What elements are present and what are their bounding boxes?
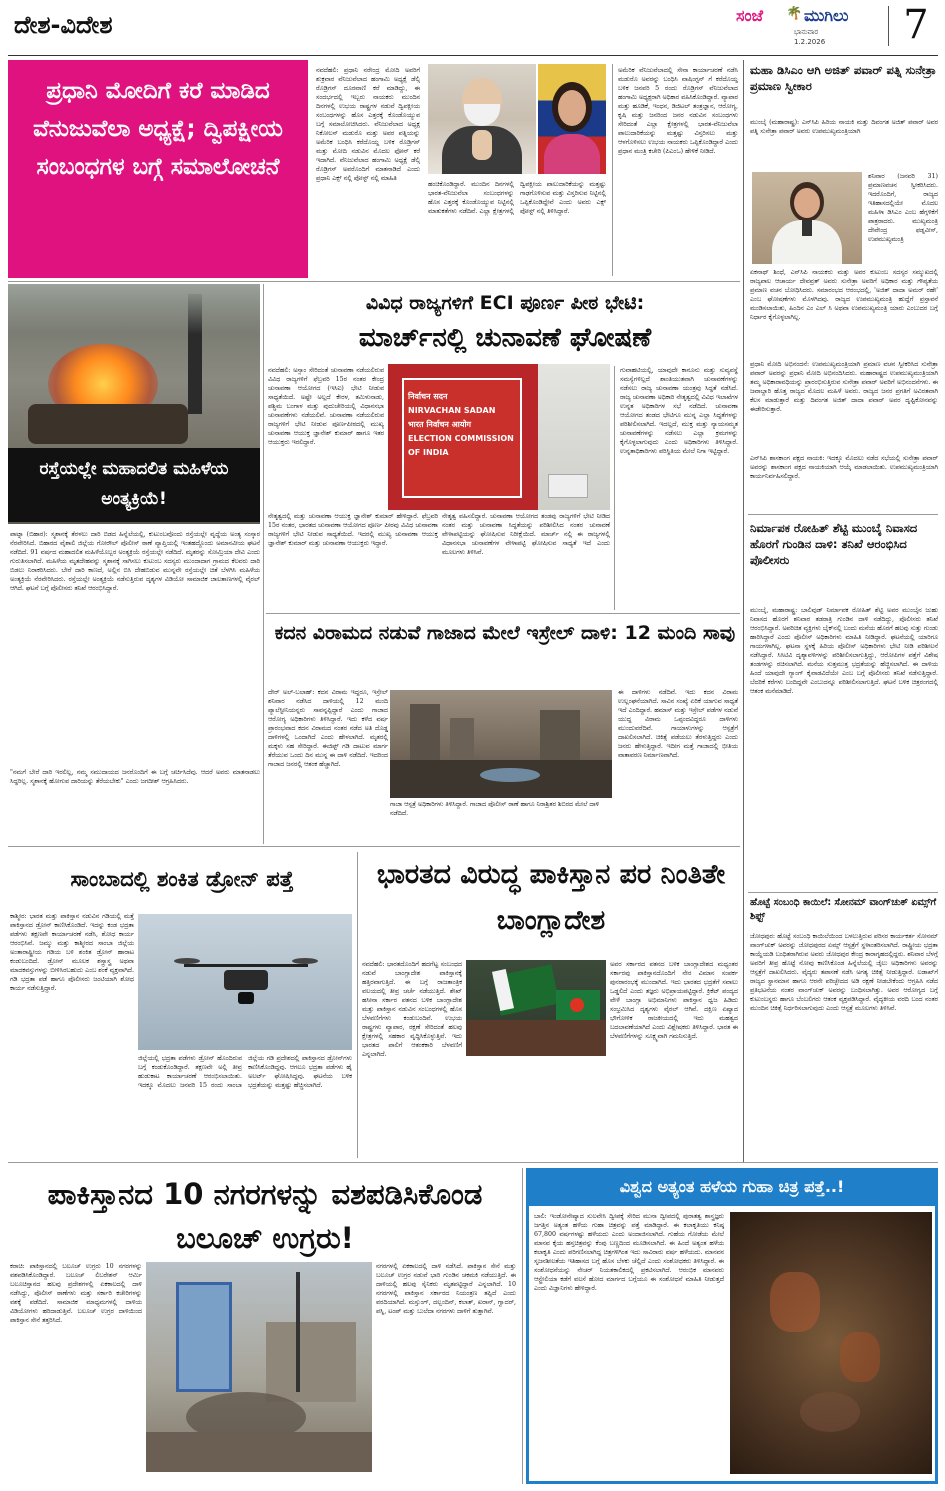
brand-left: ಸಂಜೆ — [736, 6, 763, 25]
header-rule — [8, 55, 938, 56]
sunetra-photo — [752, 172, 862, 264]
bangla-fans-photo — [466, 960, 606, 1056]
row3-rule — [8, 846, 740, 847]
modi-headline: ಪ್ರಧಾನಿ ಮೋದಿಗೆ ಕರೆ ಮಾಡಿದ ವೆನುಜುವೆಲಾ ಅಧ್ಯಕ್ಷೆ; ದ್ವಿಪಕ್ಷೀಯ ಸಂಬಂಧಗಳ ಬಗ್ಗೆ ಸಮಾಲೋಚನೆ — [33, 78, 283, 180]
baloch-rule — [522, 1168, 523, 1484]
eci-bottom-rule — [266, 613, 740, 614]
eci-rule — [614, 366, 615, 610]
drone-col2: ಜಿಲ್ಲೆಯಲ್ಲಿ ಭದ್ರತಾ ಪಡೆಗಳು ಡ್ರೋನ್ ಹೊಂದಿರುವ ಬಗ್ಗೆ ಕಂಡುಕೊಂಡಿದ್ದಾರೆ. ತಕ್ಷಣವೇ ಅಲ್ಲಿ ತೀವ್ರ ಹುಡುಕಾಟ ಕಾರ್ಯಾಚರಣೆ ಆರಂಭಿಸಲಾಯಿತು. ಇದಕ್ಕೂ ಮೊದಲು ಜನವರಿ 15 ರಂದು ಸಾಂಬಾ ಜಿಲ್ಲೆಯ ಗಡಿ ಪ್ರದೇಶದಲ್ಲಿ ಪಾಕಿಸ್ತಾನದ ಡ್ರೋನ್‌ಗಳು ಕಾಣಿಸಿಕೊಂಡಿದ್ದವು. ಆಗಲೂ ಭದ್ರತಾ ಪಡೆಗಳು ಹೈ ಅಲರ್ಟ್ ಘೋಷಿಸಿದ್ದವು. ಘಟನೆಯ ಬಳಿಕ ಭದ್ರತೆಯನ್ನು ಮತ್ತಷ್ಟು ಹೆಚ್ಚಿಸಲಾಗಿದೆ. — [138, 1055, 352, 1089]
page-header — [0, 0, 945, 56]
issue-date: 1.2.2026 — [794, 38, 826, 46]
modi-headline-box — [8, 60, 308, 278]
eci-col1: ನವದೆಹಲಿ: ಅಸ್ಸಾಂ ಸೇರಿದಂತೆ ಚುನಾವಣಾ ನಡೆಯಲಿರುವ ವಿವಿಧ ರಾಜ್ಯಗಳಿಗೆ ಫೆಬ್ರವರಿ 15ರ ನಂತರ ಕೇಂದ್ರ ಚುನಾವಣಾ ಆಯೋಗದ (ಇಸಿಐ) ಭೇಟಿ ನೀಡುವ ಸಾಧ್ಯತೆಯಿದೆ. ಅಷ್ಟೇ ಅಲ್ಲದೆ ಕೇರಳ, ತಮಿಳುನಾಡು, ಪಶ್ಚಿಮ ಬಂಗಾಳ ಮತ್ತು ಪುದುಚೇರಿಯಲ್ಲಿ ವಿಧಾನಸಭಾ ಚುನಾವಣೆಗಳು ನಡೆಯಲಿವೆ. ಚುನಾವಣಾ ನಡೆಯಲಿರುವ ರಾಜ್ಯಗಳಿಗೆ ಭೇಟಿ ನೀಡುವ ಪೂರ್ಣಪೀಠದಲ್ಲಿ ಮುಖ್ಯ ಚುನಾವಣಾ ಆಯುಕ್ತ ಜ್ಞಾನೇಶ್ ಕುಮಾರ್ ಹಾಗೂ ಇತರ ಆಯುಕ್ತರು ಇರಲಿದ್ದಾರೆ. — [268, 367, 384, 446]
gaza-col1: ದೇರ್ ಅಲ್-ಬಲಾಹ್: ಕದನ ವಿರಾಮ ಇದ್ದರೂ, ಇಸ್ರೇಲ್ ಶನಿವಾರ ನಡೆಸಿದ ದಾಳಿಯಲ್ಲಿ 12 ಮಂದಿ ಪ್ಯಾಲೆಸ್ಟೀನಿಯನ್ನರು ಸಾವನ್ನಪ್ಪಿದ್ದಾರೆ ಎಂದು ಗಾಜಾದ ಆರೋಗ್ಯ ಅಧಿಕಾರಿಗಳು ತಿಳಿಸಿದ್ದಾರೆ. ಇದು ಕಳೆದ ವರ್ಷ ಪ್ರಾರಂಭವಾದ ಕದನ ವಿರಾಮದ ನಂತರ ನಡೆದ ಅತಿ ದೊಡ್ಡ ದಾಳಿಗಳಲ್ಲಿ ಒಂದಾಗಿದೆ ಎಂದು ಹೇಳಲಾಗಿದೆ. ಮೃತರಲ್ಲಿ ಮಕ್ಕಳು ಸಹ ಸೇರಿದ್ದಾರೆ. ಈಜಿಪ್ಟ್ ಗಡಿ ದಾಟುವ ಮಾರ್ಗ ತೆರೆಯುವ ಒಂದು ದಿನ ಮುನ್ನ ಈ ದಾಳಿ ನಡೆದಿದೆ. ಇದರಿಂದ ಗಾಜಾದ ಜನರಲ್ಲಿ ಆತಂಕ ಹೆಚ್ಚಾಗಿದೆ. — [268, 689, 388, 768]
gaza-rubble-photo — [390, 690, 612, 798]
modi-col1: ನವದೆಹಲಿ: ಪ್ರಧಾನಿ ನರೇಂದ್ರ ಮೋದಿ ಅವರಿಗೆ ಶುಕ್ರವಾರ ವೆನಿಜುವೆಲಾದ ಹಂಗಾಮಿ ಅಧ್ಯಕ್ಷೆ ಡೆಲ್ಸಿ ರೊಡ್ರಿಗಸ್ ದೂರವಾಣಿ ಕರೆ ಮಾಡಿದ್ದು, ಈ ಸಂದರ್ಭದಲ್ಲಿ ಇಬ್ಬರು ನಾಯಕರು ಮುಂದಿನ ದಿನಗಳಲ್ಲಿ ಉಭಯ ರಾಷ್ಟ್ರಗಳ ನಡುವೆ ದ್ವಿಪಕ್ಷೀಯ ಸಂಬಂಧಗಳನ್ನು ಹೊಸ ಎತ್ತರಕ್ಕೆ ಕೊಂಡೊಯ್ಯುವ ಬಗ್ಗೆ ಸಮಾಲೋಚಿಸಿದರು. ವೆನಿಜುವೆಲಾದ ಅಧ್ಯಕ್ಷ ನಿಕೋಲಸ್ ಮಡುರೊ ಮತ್ತು ಅವರ ಪತ್ನಿಯನ್ನು ಅಮೆರಿಕ ಬಂಧಿಸಿ ಕರೆದೊಯ್ದ ಬಳಿಕ ರೊಡ್ರಿಗಸ್ ಮತ್ತು ಮೋದಿ ನಡುವಿನ ಮೊದಲ ಫೋನ್ ಕರೆ ಇದಾಗಿದೆ. ವೆನಿಜುವೆಲಾದ ಹಂಗಾಮಿ ಅಧ್ಯಕ್ಷೆ ಡೆಲ್ಸಿ ರೊಡ್ರಿಗಸ್ ಅವರೊಂದಿಗೆ ಮಾತನಾಡಿದೆ ಎಂದು ಪ್ರಧಾನಿ ಎಕ್ಸ್ ನಲ್ಲಿ ಪೋಸ್ಟ್ ನಲ್ಲಿ ಮಾಹಿತಿ — [316, 67, 420, 182]
issue-day: ಭಾನುವಾರ — [794, 28, 819, 36]
brand-right: ಮುಗಿಲು — [804, 6, 849, 25]
cave-headline-box — [526, 1168, 938, 1206]
palm-icon: 🌴 — [786, 6, 803, 21]
drone-col1: ಕಾಶ್ಮೀರ: ಭಾರತ ಮತ್ತು ಪಾಕಿಸ್ತಾನ ನಡುವಿನ ಗಡಿಯಲ್ಲಿ ಮತ್ತೆ ಪಾಕಿಸ್ತಾನದ ಡ್ರೋನ್ ಕಾಣಿಸಿಕೊಂಡಿದೆ. ಇದನ್ನು ಕಂಡ ಭದ್ರತಾ ಪಡೆಗಳು ತಕ್ಷಣವೇ ಕಾರ್ಯಾಚರಣೆ ನಡೆಸಿ, ಶೋಧ ಕಾರ್ಯ ಆರಂಭಿಸಿವೆ. ಜಮ್ಮು ಮತ್ತು ಕಾಶ್ಮೀರದ ಸಾಂಬಾ ಜಿಲ್ಲೆಯ ಅಂತಾರಾಷ್ಟ್ರೀಯ ಗಡಿಯ ಬಳಿ ಶಂಕಿತ ಡ್ರೋನ್ ಹಾರಾಟ ಕಂಡುಬಂದಿದೆ. ಡ್ರೋನ್ ಮೂಲಕ ಶಸ್ತ್ರಾಸ್ತ್ರ ಅಥವಾ ಮಾದಕವಸ್ತುಗಳನ್ನು ಬೀಳಿಸಿರಬಹುದು ಎಂಬ ಶಂಕೆ ವ್ಯಕ್ತವಾಗಿದೆ. ಗಡಿ ಭದ್ರತಾ ಪಡೆ ಹಾಗೂ ಪೊಲೀಸರು ಜಂಟಿಯಾಗಿ ಶೋಧ ಕಾರ್ಯ ನಡೆಸುತ್ತಿದ್ದಾರೆ. — [10, 913, 134, 992]
ajit-headline: ಮಹಾ ಡಿಸಿಎಂ ಆಗಿ ಅಜಿತ್ ಪವಾರ್ ಪತ್ನಿ ಸುನೇತ್ರಾ ಪ್ರಮಾಣ ಸ್ವೀಕಾರ — [750, 63, 937, 93]
bangla-col2: ಅವರ ಸರ್ಕಾರದ ಪತನದ ಬಳಿಕ ಬಾಂಗ್ಲಾದೇಶದ ಮಧ್ಯಂತರ ಸರ್ಕಾರವು ಪಾಕಿಸ್ತಾನದೊಂದಿಗೆ ನೇರ ವಿಮಾನ ಸಂಪರ್ಕ ಪುನರಾರಂಭಕ್ಕೆ ಮುಂದಾಗಿದೆ. ಇದು ಭಾರತದ ಭದ್ರತೆಗೆ ಸವಾಲು ಒಡ್ಡಲಿದೆ ಎಂದು ತಜ್ಞರು ಅಭಿಪ್ರಾಯಪಟ್ಟಿದ್ದಾರೆ. ಕ್ರಿಕೆಟ್ ಪಂದ್ಯದ ವೇಳೆ ಬಾಂಗ್ಲಾ ಅಭಿಮಾನಿಗಳು ಪಾಕಿಸ್ತಾನ ಧ್ವಜ ಹಿಡಿದು ಸಂಭ್ರಮಿಸಿದ ದೃಶ್ಯಗಳು ವೈರಲ್ ಆಗಿವೆ. ದಕ್ಷಿಣ ಏಷ್ಯಾದ ಭೌಗೋಳಿಕ ರಾಜಕೀಯದಲ್ಲಿ ಇದು ಮಹತ್ವದ ಬದಲಾವಣೆಯಾಗಿದೆ ಎಂದು ವಿಶ್ಲೇಷಕರು ತಿಳಿಸಿದ್ದಾರೆ. ಭಾರತ ಈ ಬೆಳವಣಿಗೆಗಳನ್ನು ಸೂಕ್ಷ್ಮವಾಗಿ ಗಮನಿಸುತ್ತಿದೆ. — [610, 961, 738, 1040]
baloch-attack-photo — [146, 1262, 372, 1472]
wangchuk-headline: ಹೊಟ್ಟೆ ಸಂಬಂಧಿ ಕಾಯಿಲೆ: ಸೋನಮ್ ವಾಂಗ್‌ಚುಕ್ ಏಮ್ಸ್‌ಗೆ ಶಿಫ್ಟ್ — [750, 897, 937, 922]
divider — [888, 6, 889, 46]
ajit-rule — [748, 514, 938, 515]
row4-rule — [8, 1162, 938, 1163]
wangchuk-body: ಜೋಧಪುರ: ಹೊಟ್ಟೆ ಸಂಬಂಧಿ ಕಾಯಿಲೆಯಿಂದ ಬಳಲುತ್ತಿರುವ ಪರಿಸರ ಕಾರ್ಯಕರ್ತ ಸೋನಮ್ ವಾಂಗ್‌ಚುಕ್ ಅವರನ್ನು ಜೋಧಪುರದ ಏಮ್ಸ್ ಆಸ್ಪತ್ರೆಗೆ ಸ್ಥಳಾಂತರಿಸಲಾಗಿದೆ. ರಾಷ್ಟ್ರೀಯ ಭದ್ರತಾ ಕಾಯ್ದೆಯಡಿ ಬಂಧಿತರಾಗಿರುವ ಅವರು ಜೋಧಪುರ ಕೇಂದ್ರ ಕಾರಾಗೃಹದಲ್ಲಿದ್ದರು. ಶನಿವಾರ ಬೆಳಗ್ಗೆ ಅವರಿಗೆ ತೀವ್ರ ಹೊಟ್ಟೆ ನೋವು ಕಾಣಿಸಿಕೊಂಡ ಹಿನ್ನೆಲೆಯಲ್ಲಿ ಜೈಲು ಅಧಿಕಾರಿಗಳು ಅವರನ್ನು ಆಸ್ಪತ್ರೆಗೆ ದಾಖಲಿಸಿದರು. ವೈದ್ಯರು ತಪಾಸಣೆ ನಡೆಸಿ ಅಗತ್ಯ ಚಿಕಿತ್ಸೆ ನೀಡುತ್ತಿದ್ದಾರೆ. ಲಡಾಖ್‌ಗೆ ರಾಜ್ಯದ ಸ್ಥಾನಮಾನ ಹಾಗೂ ಆರನೇ ಪರಿಚ್ಛೇದದ ಅಡಿ ರಕ್ಷಣೆ ನೀಡಬೇಕೆಂದು ಆಗ್ರಹಿಸಿ ನಡೆದ ಪ್ರತಿಭಟನೆಯ ನಂತರ ವಾಂಗ್‌ಚುಕ್ ಅವರನ್ನು ಬಂಧಿಸಲಾಗಿತ್ತು. ಅವರ ಆರೋಗ್ಯದ ಬಗ್ಗೆ ಕುಟುಂಬಸ್ಥರು ಹಾಗೂ ಬೆಂಬಲಿಗರು ಆತಂಕ ವ್ಯಕ್ತಪಡಿಸಿದ್ದಾರೆ. ವೈದ್ಯಕೀಯ ವರದಿ ಬಂದ ನಂತರ ಮುಂದಿನ ಚಿಕಿತ್ಸೆ ನಿರ್ಧರಿಸಲಾಗುವುದು ಎಂದು ಆಸ್ಪತ್ರೆ ಮೂಲಗಳು ತಿಳಿಸಿವೆ. — [750, 933, 938, 1012]
drone-headline: ಸಾಂಬಾದಲ್ಲಿ ಶಂಕಿತ ಡ್ರೋನ್ ಪತ್ತೆ — [70, 867, 294, 891]
dalit-body: ಪಾಟ್ನಾ (ಬಿಹಾರ): ಸ್ಮಶಾನಕ್ಕೆ ತೆರಳಲು ದಾರಿ ಬಿಡದ ಹಿನ್ನೆಲೆಯಲ್ಲಿ, ಕುಟುಂಬವೊಂದು ರಸ್ತೆಯಲ್ಲೇ ವೃದ್ಧೆಯ ಅಂತ್ಯ ಸಂಸ್ಕಾರ ನೆರವೇರಿಸಿದೆ. ಬಿಹಾರದ ವೈಶಾಲಿ ಜಿಲ್ಲೆಯ ಗೋರೌಲ್ ಪೊಲೀಸ್ ಠಾಣೆ ವ್ಯಾಪ್ತಿಯಲ್ಲಿ ಇಂತಹದ್ದೊಂದು ಅಮಾನವೀಯ ಘಟನೆ ನಡೆದಿದೆ. 91 ವರ್ಷದ ಮಹಾದಲಿತ ಮಹಿಳೆಯೊಬ್ಬರ ಅಂತ್ಯಕ್ರಿಯೆ ರಸ್ತೆಯಲ್ಲೇ ನಡೆದಿದೆ. ಮೃತರನ್ನು ಸೋಮ್ರಿಯಾ ದೇವಿ ಎಂದು ಗುರುತಿಸಲಾಗಿದೆ. ಮಹಿಳೆಯ ಮೃತದೇಹವನ್ನು ಸ್ಮಶಾನಕ್ಕೆ ಸಾಗಿಸಲು ಕುಟುಂಬ ಸದಸ್ಯರು ಮುಂದಾದಾಗ ಗ್ರಾಮದ ಕೆಲವರು ದಾರಿ ಬಿಡಲು ನಿರಾಕರಿಸಿದರು. ಬೇರೆ ದಾರಿ ಕಾಣದೆ, ಅಲ್ಲಿನ ಬಿಸಿ ದೇಹಬಿಡುವ ಮುನ್ನವೇ ರಸ್ತೆಯಲ್ಲೇ ಚಿತೆ ಬೆಳಗಿಸಿ ಮಹಿಳೆಯ ಅಂತ್ಯಕ್ರಿಯೆ ನೆರವೇರಿಸಿದರು. ರಸ್ತೆಯಲ್ಲೇ ಅಂತ್ಯಕ್ರಿಯೆ ನಡೆಸುತ್ತಿರುವ ದೃಶ್ಯಗಳ ವಿಡಿಯೋ ಸಾಮಾಜಿಕ ಜಾಲತಾಣಗಳಲ್ಲಿ ವೈರಲ್ ಆಗಿದೆ. ಘಟನೆ ಬಗ್ಗೆ ಪೊಲೀಸರು ತನಿಖೆ ಆರಂಭಿಸಿದ್ದಾರೆ. — [10, 531, 260, 592]
dalit-quote: "ನಮಗೆ ಬೇರೆ ದಾರಿ ಇರಲಿಲ್ಲ, ನಮ್ಮ ಸಮುದಾಯದ ಜನರೊಂದಿಗೆ ಈ ಬಗ್ಗೆ ಚರ್ಚಿಸಿದೆವು. ಆದರೆ ಅವರು ಮಾತನಾಡಲು ಸಿದ್ಧರಿಲ್ಲ. ಸ್ಮಶಾನಕ್ಕೆ ಹೋಗುವ ದಾರಿಯನ್ನು ತೆರೆಯಬೇಕು" ಎಂದು ಜಗದೀಶ್ ಆಗ್ರಹಿಸಿದರು. — [10, 769, 260, 785]
ajit-intro: ಮುಂಬೈ (ಮಹಾರಾಷ್ಟ್ರ): ಎನ್‌ಸಿಪಿ ಹಿರಿಯ ನಾಯಕಿ ಮತ್ತು ದಿವಂಗತ ಅಜಿತ್ ಪವಾರ್ ಅವರ ಪತ್ನಿ ಸುನೇತ್ರಾ ಪವಾರ್ ಅವರು ಉಪಮುಖ್ಯಮಂತ್ರಿಯಾಗಿ — [750, 119, 938, 135]
cave-painting-photo — [730, 1212, 932, 1474]
drone-rule — [357, 852, 358, 1158]
section-title: ದೇಶ-ವಿದೇಶ — [14, 11, 113, 39]
modi-rule — [612, 64, 613, 276]
cave-body: ಬಾಲಿ: ಇಂಡೋನೇಷ್ಯಾದ ಸುಲವೇಸಿ ದ್ವೀಪಕ್ಕೆ ಸೇರಿದ ಮುನಾ ದ್ವೀಪದಲ್ಲಿ ಪುರಾತತ್ವ ಶಾಸ್ತ್ರಜ್ಞರು ಜಗತ್ತಿನ ಅತ್ಯಂತ ಹಳೆಯ ಗುಹಾ ಚಿತ್ರವನ್ನು ಪತ್ತೆ ಮಾಡಿದ್ದಾರೆ. ಈ ಕಲಾಕೃತಿಯು ಕನಿಷ್ಠ 67,800 ವರ್ಷಗಳಷ್ಟು ಹಳೆಯದು ಎಂದು ಅಂದಾಜಿಸಲಾಗಿದೆ. ಗುಹೆಯ ಗೋಡೆಯ ಮೇಲೆ ಮಾನವ ಕೈಯ ಹಸ್ತಚಿತ್ರವನ್ನು ಕೆಂಪು ಬಣ್ಣದಿಂದ ಮೂಡಿಸಲಾಗಿದೆ. ಈ ಹಿಂದೆ ಅತ್ಯಂತ ಹಳೆಯ ಕಲಾಕೃತಿ ಎಂದು ಪರಿಗಣಿಸಲಾಗಿದ್ದ ಚಿತ್ರಗಳಿಗಿಂತ ಇದು ಸಾವಿರಾರು ವರ್ಷ ಹಳೆಯದು. ಮಾನವನ ಸೃಜನಶೀಲತೆಯ ಇತಿಹಾಸದ ಬಗ್ಗೆ ಹೊಸ ಬೆಳಕು ಚೆಲ್ಲಿದೆ ಎಂದು ಸಂಶೋಧಕರು ತಿಳಿಸಿದ್ದಾರೆ. ಈ ಸಂಶೋಧನೆಯನ್ನು ನೇಚರ್ ನಿಯತಕಾಲಿಕದಲ್ಲಿ ಪ್ರಕಟಿಸಲಾಗಿದೆ. ಆರಂಭಿಕ ಮಾನವರು ಆಸ್ಟ್ರೇಲಿಯಾ ಕಡೆಗೆ ವಲಸೆ ಹೋದ ಮಾರ್ಗದ ಬಗ್ಗೆಯೂ ಈ ಸಂಶೋಧನೆ ಮಾಹಿತಿ ನೀಡುತ್ತದೆ ಎಂದು ವಿಜ್ಞಾನಿಗಳು ಹೇಳಿದ್ದಾರೆ. — [534, 1213, 724, 1292]
ajit-body3: ಎನ್‌ಸಿಪಿ ಶಾಸಕಾಂಗ ಪಕ್ಷದ ನಾಯಕಿ: ಇದಕ್ಕೂ ಮೊದಲು ನಡೆದ ಸಭೆಯಲ್ಲಿ ಸುನೇತ್ರಾ ಪವಾರ್ ಅವರನ್ನು ಶಾಸಕಾಂಗ ಪಕ್ಷದ ನಾಯಕಿಯಾಗಿ ಆಯ್ಕೆ ಮಾಡಲಾಯಿತು. ಉಪಮುಖ್ಯಮಂತ್ರಿಯಾಗಿ ಕಾರ್ಯನಿರ್ವಹಿಸಲಿದ್ದಾರೆ. — [750, 455, 938, 480]
gaza-col2: ಈ ದಾಳಿಗಳು ನಡೆದಿವೆ. ಇದು ಕದನ ವಿರಾಮ ಉಲ್ಲಂಘನೆಯಾಗಿದೆ. ಸಾವಿನ ಸಂಖ್ಯೆ ಏರಿಕೆ ಯಾಗುವ ಸಾಧ್ಯತೆ ಇದೆ ಎಂದಿದ್ದಾರೆ. ಹಮಾಸ್ ಮತ್ತು ಇಸ್ರೇಲ್ ಪಡೆಗಳ ನಡುವೆ ಯುದ್ಧ ವಿರಾಮ ಒಪ್ಪಂದವಿದ್ದರೂ ದಾಳಿಗಳು ಮುಂದುವರೆದಿವೆ. ಗಾಯಾಳುಗಳನ್ನು ಆಸ್ಪತ್ರೆಗೆ ದಾಖಲಿಸಲಾಗಿದೆ. ಚಿಕಿತ್ಸೆ ಪಡೆಯಲು ತೆರಳುತ್ತಿದ್ದರು ಎಂದು ಜನರು ಹೇಳುತ್ತಿದ್ದಾರೆ. ಇದೀಗ ಮತ್ತೆ ಗಾಜಾದಲ್ಲಿ ಭೀತಿಯ ವಾತಾವರಣ ನಿರ್ಮಾಣವಾಗಿದೆ. — [618, 689, 738, 759]
nirvachan-sadan-photo: निर्वाचन सदन NIRVACHAN SADAN भारत निर्वाचन आयोग ELECTION COMMISSION OF INDIA — [388, 364, 610, 510]
drone-photo — [138, 914, 352, 1050]
rohit-rule — [748, 892, 938, 893]
rohit-body: ಮುಂಬೈ, ಮಹಾರಾಷ್ಟ್ರ: ಬಾಲಿವುಡ್ ನಿರ್ಮಾಪಕ ರೋಹಿತ್ ಶೆಟ್ಟಿ ಅವರ ಮುಂಬೈನ ಜುಹು ನಿವಾಸದ ಹೊರಗೆ ಶನಿವಾರ ತಡರಾತ್ರಿ ಗುಂಡಿನ ದಾಳಿ ನಡೆದಿದ್ದು, ಪೊಲೀಸರು ತನಿಖೆ ಆರಂಭಿಸಿದ್ದಾರೆ. ಅಪರಿಚಿತ ವ್ಯಕ್ತಿಗಳು ಬೈಕ್‌ನಲ್ಲಿ ಬಂದು ಮನೆಯ ಹೊರಗೆ ಹಲವು ಸುತ್ತು ಗುಂಡು ಹಾರಿಸಿದ್ದಾರೆ ಎಂದು ಪೊಲೀಸ್ ಅಧಿಕಾರಿಗಳು ಮಾಹಿತಿ ನೀಡಿದ್ದಾರೆ. ಘಟನೆಯಲ್ಲಿ ಯಾರಿಗೂ ಗಾಯಗಳಾಗಿಲ್ಲ. ಘಟನಾ ಸ್ಥಳಕ್ಕೆ ಹಿರಿಯ ಪೊಲೀಸ್ ಅಧಿಕಾರಿಗಳು ಭೇಟಿ ನೀಡಿ ಪರಿಶೀಲನೆ ನಡೆಸಿದ್ದಾರೆ. ಸಿಸಿಟಿವಿ ದೃಶ್ಯಾವಳಿಗಳನ್ನು ಪರಿಶೀಲಿಸಲಾಗುತ್ತಿದ್ದು, ಆರೋಪಿಗಳ ಪತ್ತೆಗೆ ವಿಶೇಷ ತಂಡಗಳನ್ನು ರಚಿಸಲಾಗಿದೆ. ಮನೆಯ ಸುತ್ತಮುತ್ತ ಭದ್ರತೆಯನ್ನು ಹೆಚ್ಚಿಸಲಾಗಿದೆ. ಈ ದಾಳಿಯ ಹಿಂದೆ ಯಾವುದೇ ಗ್ಯಾಂಗ್ ಕೈವಾಡವಿದೆಯೇ ಎಂಬ ಬಗ್ಗೆ ಪೊಲೀಸರು ತನಿಖೆ ನಡೆಸುತ್ತಿದ್ದಾರೆ. ಬೆದರಿಕೆ ಕರೆಗಳು ಬಂದಿದ್ದವೇ ಎಂಬುದನ್ನೂ ಪರಿಶೀಲಿಸಲಾಗುತ್ತಿದೆ. ಘಟನೆ ಬಳಿಕ ಚಿತ್ರರಂಗದಲ್ಲಿ ಆತಂಕ ಮನೆಮಾಡಿದೆ. — [750, 607, 938, 695]
dalit-headline-box — [8, 448, 260, 522]
eci-headline-1: ವಿವಿಧ ರಾಜ್ಯಗಳಿಗೆ ECI ಪೂರ್ಣ ಪೀಠ ಭೇಟಿ: — [365, 292, 645, 314]
cave-headline: ವಿಶ್ವದ ಅತ್ಯಂತ ಹಳೆಯ ಗುಹಾ ಚಿತ್ರ ಪತ್ತೆ..! — [619, 1177, 845, 1196]
dalit-rule — [263, 284, 264, 844]
eci-headline-2: ಮಾರ್ಚ್‌ನಲ್ಲಿ ಚುನಾವಣೆ ಘೋಷಣೆ — [358, 323, 652, 353]
modi-col2: ಹಂಚಿಕೊಂಡಿದ್ದಾರೆ. ಮುಂದಿನ ದಿನಗಳಲ್ಲಿ ಭಾರತ-ವೆನಿಜುವೆಲಾ ಸಂಬಂಧಗಳನ್ನು ಹೊಸ ಎತ್ತರಕ್ಕೆ ಕೊಂಡೊಯ್ಯುವ ನಿಟ್ಟಿನಲ್ಲಿ ಮಾತುಕತೆಗಳು ನಡೆದಿವೆ. ಎಲ್ಲಾ ಕ್ಷೇತ್ರಗಳಲ್ಲಿ ದ್ವಿಪಕ್ಷೀಯ ಪಾಲುದಾರಿಕೆಯನ್ನು ಮತ್ತಷ್ಟು ಗಾಢಗೊಳಿಸುವ ಮತ್ತು ವಿಸ್ತರಿಸುವ ನಿಟ್ಟಿನಲ್ಲಿ ಒಪ್ಪಿಕೊಂಡಿದ್ದೇವೆ ಎಂದು ಅವರು ಎಕ್ಸ್ ಪೋಸ್ಟ್ ನಲ್ಲಿ ತಿಳಿಸಿದ್ದಾರೆ. — [428, 181, 606, 215]
rodriguez-photo — [538, 64, 606, 174]
gaza-caption: ಗಾಜಾ ಆಸ್ಪತ್ರೆ ಅಧಿಕಾರಿಗಳು ತಿಳಿಸಿದ್ದಾರೆ. ಗಾಜಾದ ಪೊಲೀಸ್ ಠಾಣೆ ಹಾಗೂ ನಿರಾಶ್ರಿತರ ಶಿಬಿರದ ಮೇಲೆ ದಾಳಿ ನಡೆದಿದೆ. — [390, 801, 600, 817]
ajit-body: ಏಕನಾಥ್ ಶಿಂಧೆ, ಎನ್‌ಸಿಪಿ ನಾಯಕರು ಮತ್ತು ಅವರ ಕುಟುಂಬ ಸದಸ್ಯರ ಸಮ್ಮುಖದಲ್ಲಿ ರಾಜ್ಯಪಾಲ ಆಚಾರ್ಯ ದೇವವ್ರತ್ ಅವರು ಸುನೇತ್ರಾ ಅವರಿಗೆ ಅಧಿಕಾರ ಮತ್ತು ಗೌಪ್ಯತೆಯ ಪ್ರಮಾಣ ವಚನ ಬೋಧಿಸಿದರು. ಸಮಾರಂಭದ ಆರಂಭದಲ್ಲಿ, 'ಅಜಿತ್ ದಾದಾ ಅಮರ್ ರಹೇ' ಎಂಬ ಘೋಷಣೆಗಳು ಮೊಳಗಿದವು. ರಾಜ್ಯದ ಉಪಮುಖ್ಯಮಂತ್ರಿ ಹುದ್ದೆಗೆ ಪ್ರಸ್ತಾವನೆ ಮಂಡಿಸಲಾಯಿತು, ಹಿಂದಿನ ಎಂ ಎಲ್ ಸಿ ಅಥವಾ ಉಪಮುಖ್ಯಮಂತ್ರಿ ಯಾರು ಎಂಬುದರ ಬಗ್ಗೆ ನಿರ್ಧಾರ ಕೈಗೊಳ್ಳಲಾಗಿಲ್ಲ. — [750, 269, 938, 321]
baloch-col1: ಕರಾಚಿ: ಪಾಕಿಸ್ತಾನದಲ್ಲಿ ಬಲೂಚ್ ಉಗ್ರರು 10 ನಗರಗಳನ್ನು ವಶಪಡಿಸಿಕೊಂಡಿದ್ದಾರೆ. ಬಲೂಚ್ ಲಿಬರೇಶನ್ ಆರ್ಮಿ ಬಲೂಚಿಸ್ತಾನದ ಹಲವು ಪ್ರದೇಶಗಳಲ್ಲಿ ಏಕಕಾಲದಲ್ಲಿ ದಾಳಿ ನಡೆಸಿದ್ದು, ಪೊಲೀಸ್ ಠಾಣೆಗಳು ಮತ್ತು ಸರ್ಕಾರಿ ಕಚೇರಿಗಳನ್ನು ವಶಕ್ಕೆ ಪಡೆದಿದೆ. ಸಾಮಾಜಿಕ ಮಾಧ್ಯಮಗಳಲ್ಲಿ ದಾಳಿಯ ವಿಡಿಯೋಗಳು ಹರಿದಾಡುತ್ತಿವೆ. ಬಲೂಚ್ ಉಗ್ರರ ದಾಳಿಯಿಂದ ಪಾಕಿಸ್ತಾನ ಸೇನೆ ತತ್ತರಿಸಿದೆ. — [10, 1263, 142, 1324]
eci-col3: ಗುವಾಹಟಿಯಲ್ಲಿ, ಯಾವುದೇ ಕಾನೂನು ಮತ್ತು ಸುವ್ಯವಸ್ಥೆ ಸಮಸ್ಯೆಗಳಿಲ್ಲದೆ ಶಾಂತಿಯುತವಾಗಿ ಚುನಾವಣೆಗಳನ್ನು ನಡೆಸಲು ರಾಜ್ಯ ಚುನಾವಣಾ ಯಂತ್ರವು ಸಿದ್ಧತೆ ನಡೆಸಿದೆ. ರಾಜ್ಯ ಚುನಾವಣಾ ಅಧಿಕಾರಿ ನೇತೃತ್ವದಲ್ಲಿ ವಿವಿಧ ಇಲಾಖೆಗಳ ಉನ್ನತ ಅಧಿಕಾರಿಗಳ ಸಭೆ ನಡೆದಿದೆ. ಚುನಾವಣಾ ಆಯೋಗದ ತಂಡದ ಭೇಟಿಗೂ ಮುನ್ನ ಎಲ್ಲಾ ಸಿದ್ಧತೆಗಳನ್ನು ಪರಿಶೀಲಿಸಲಾಗಿದೆ. ಇದಲ್ಲದೆ, ಮುಕ್ತ ಮತ್ತು ನ್ಯಾಯಸಮ್ಮತ ಚುನಾವಣೆಗಳನ್ನು ನಡೆಸಲು ಎಲ್ಲಾ ಕ್ರಮಗಳನ್ನು ಕೈಗೊಳ್ಳಲಾಗುವುದು ಎಂದು ಅಧಿಕಾರಿಗಳು ತಿಳಿಸಿದ್ದಾರೆ. ಉನ್ನತಾಧಿಕಾರಿಗಳು ಪರಿಸ್ಥಿತಿಯ ಮೇಲೆ ನಿಗಾ ಇಟ್ಟಿದ್ದಾರೆ. — [620, 367, 738, 455]
bangla-col1: ನವದೆಹಲಿ: ಭಾರತದೊಂದಿಗೆ ಹದಗೆಟ್ಟ ಸಂಬಂಧದ ನಡುವೆ ಬಾಂಗ್ಲಾದೇಶ ಪಾಕಿಸ್ತಾನಕ್ಕೆ ಹತ್ತಿರವಾಗುತ್ತಿದೆ. ಈ ಬಗ್ಗೆ ರಾಜತಾಂತ್ರಿಕ ವಲಯದಲ್ಲಿ ತೀವ್ರ ಚರ್ಚೆ ನಡೆಯುತ್ತಿದೆ. ಶೇಖ್ ಹಸೀನಾ ಸರ್ಕಾರ ಪತನದ ಬಳಿಕ ಬಾಂಗ್ಲಾದೇಶ ಮತ್ತು ಪಾಕಿಸ್ತಾನ ನಡುವಿನ ಸಂಬಂಧಗಳಲ್ಲಿ ಹೊಸ ಬೆಳವಣಿಗೆಗಳು ಕಂಡುಬಂದಿವೆ. ಉಭಯ ರಾಷ್ಟ್ರಗಳು ವ್ಯಾಪಾರ, ರಕ್ಷಣೆ ಸೇರಿದಂತೆ ಹಲವು ಕ್ಷೇತ್ರಗಳಲ್ಲಿ ಸಹಕಾರ ವೃದ್ಧಿಸಿಕೊಳ್ಳುತ್ತಿವೆ. ಇದು ಭಾರತದ ಪಾಲಿಗೆ ಆತಂಕಕಾರಿ ಬೆಳವಣಿಗೆ ಎನ್ನಲಾಗಿದೆ. — [362, 961, 462, 1058]
rohit-headline: ನಿರ್ಮಾಪಕ ರೋಹಿತ್ ಶೆಟ್ಟಿ ಮುಂಬೈ ನಿವಾಸದ ಹೊರಗೆ ಗುಂಡಿನ ದಾಳಿ: ತನಿಖೆ ಆರಂಭಿಸಿದ ಪೊಲೀಸರು — [750, 521, 918, 567]
modi-photo — [428, 64, 536, 174]
bangla-headline: ಭಾರತದ ವಿರುದ್ಧ ಪಾಕಿಸ್ತಾನ ಪರ ನಿಂತಿತೇ ಬಾಂಗ್ಲಾದೇಶ — [376, 859, 726, 936]
ajit-side: ಶನಿವಾರ (ಜನವರಿ 31) ಪ್ರಮಾಣವಚನ ಸ್ವೀಕರಿಸಿದರು. ಇದರೊಂದಿಗೆ, ರಾಜ್ಯದ ಇತಿಹಾಸದಲ್ಲಿಯೇ ಮೊದಲ ಮಹಿಳಾ ಡಿಸಿಎಂ ಎಂಬ ಹೆಗ್ಗಳಿಕೆಗೆ ಪಾತ್ರರಾದರು. ಮುಖ್ಯಮಂತ್ರಿ ದೇವೇಂದ್ರ ಫಡ್ನವೀಸ್, ಉಪಮುಖ್ಯಮಂತ್ರಿ — [868, 173, 938, 243]
dalit-headline: ರಸ್ತೆಯಲ್ಲೇ ಮಹಾದಲಿತ ಮಹಿಳೆಯ ಅಂತ್ಯಕ್ರಿಯೆ! — [39, 459, 229, 509]
modi-col3: ಅಮೆರಿಕ ವೆನಿಜುವೆಲಾದಲ್ಲಿ ಸೇನಾ ಕಾರ್ಯಾಚರಣೆ ನಡೆಸಿ ಮಡುರೊ ಅವರನ್ನು ಬಂಧಿಸಿ ವಾಷಿಂಗ್ಟನ್ ಗೆ ಕರೆದೊಯ್ದ ಬಳಿಕ ಜನವರಿ 5 ರಂದು ರೊಡ್ರಿಗಸ್ ವೆನಿಜುವೆಲಾದ ಹಂಗಾಮಿ ಅಧ್ಯಕ್ಷರಾಗಿ ಅಧಿಕಾರ ವಹಿಸಿಕೊಂಡಿದ್ದಾರೆ. ವ್ಯಾಪಾರ ಮತ್ತು ಹೂಡಿಕೆ, ಇಂಧನ, ಡಿಜಿಟಲ್ ತಂತ್ರಜ್ಞಾನ, ಆರೋಗ್ಯ, ಕೃಷಿ ಮತ್ತು ಜನರಿಂದ ಜನರ ನಡುವಿನ ಸಂಬಂಧಗಳು ಸೇರಿದಂತೆ ಎಲ್ಲಾ ಕ್ಷೇತ್ರಗಳಲ್ಲಿ ಭಾರತ-ವೆನಿಜುವೆಲಾ ಪಾಲುದಾರಿಕೆಯನ್ನು ಮತ್ತಷ್ಟು ವಿಸ್ತರಿಸಲು ಮತ್ತು ಆಳಗೊಳಿಸಲು ಉಭಯ ನಾಯಕರು ಒಪ್ಪಿಕೊಂಡಿದ್ದಾರೆ ಎಂದು ಪ್ರಧಾನ ಮಂತ್ರಿ ಕಚೇರಿ (ಪಿಎಂಒ) ಹೇಳಿಕೆ ನೀಡಿದೆ. — [618, 67, 738, 155]
masthead — [736, 6, 886, 50]
gaza-headline: ಕದನ ವಿರಾಮದ ನಡುವೆ ಗಾಜಾದ ಮೇಲೆ ಇಸ್ರೇಲ್ ದಾಳಿ: 12 ಮಂದಿ ಸಾವು — [274, 622, 736, 644]
right-col-rule — [743, 60, 744, 1162]
ajit-body2: ಪ್ರಧಾನಿ ಮೋದಿ ಅಭಿನಂದನೆ: ಉಪಮುಖ್ಯಮಂತ್ರಿಯಾಗಿ ಪ್ರಮಾಣ ವಚನ ಸ್ವೀಕರಿಸಿದ ಸುನೇತ್ರಾ ಪವಾರ್ ಅವರನ್ನು ಪ್ರಧಾನಿ ಮೋದಿ ಅಭಿನಂದಿಸಿದರು. ಮಹಾರಾಷ್ಟ್ರದ ಉಪಮುಖ್ಯಮಂತ್ರಿಯಾಗಿ ತಮ್ಮ ಅಧಿಕಾರಾವಧಿಯನ್ನು ಪ್ರಾರಂಭಿಸುತ್ತಿರುವ ಸುನೇತ್ರಾ ಪವಾರ್ ಅವರಿಗೆ ಅಭಿನಂದನೆಗಳು. ಈ ಜವಾಬ್ದಾರಿ ಹೊತ್ತ ರಾಜ್ಯದ ಮೊದಲ ಮಹಿಳೆ ಅವರು. ರಾಜ್ಯದ ಜನರ ಪ್ರಗತಿಗೆ ಅವಿರತವಾಗಿ ಕೆಲಸ ಮಾಡುತ್ತಾರೆ ಮತ್ತು ದಿವಂಗತ ಅಜಿತ್ ದಾದಾ ಪವಾರ್ ಅವರ ದೃಷ್ಟಿಕೋನವನ್ನು ಈಡೇರಿಸುತ್ತಾರೆ. — [750, 361, 938, 413]
eci-col1b: ನೇತೃತ್ವದಲ್ಲಿ ಮತ್ತು ಚುನಾವಣಾ ಆಯುಕ್ತ ಜ್ಞಾನೇಶ್ ಕುಮಾರ್ ಹೇಳಿದ್ದಾರೆ. ಫೆಬ್ರವರಿ 15ರ ನಂತರ, ಭಾರತದ ಚುನಾವಣಾ ಆಯೋಗದ ಪೂರ್ಣ ಪೀಠವು ವಿವಿಧ ಚುನಾವಣಾ ರಾಜ್ಯಗಳಿಗೆ ಭೇಟಿ ನೀಡುವ ಸಾಧ್ಯತೆಯಿದೆ. ಇದರಲ್ಲಿ ಮುಖ್ಯ ಚುನಾವಣಾ ಆಯುಕ್ತ ಜ್ಞಾನೇಶ್ ಕುಮಾರ್ ಮತ್ತು ಚುನಾವಣಾ ಆಯುಕ್ತರು ಇದ್ದಾರೆ. — [268, 513, 438, 547]
page-number: 7 — [903, 2, 929, 48]
row1-rule — [8, 281, 740, 282]
baloch-headline: ಪಾಕಿಸ್ತಾನದ 10 ನಗರಗಳನ್ನು ವಶಪಡಿಸಿಕೊಂಡ ಬಲೂಚ್ ಉಗ್ರರು! — [47, 1177, 483, 1255]
baloch-col2: ನಗರಗಳಲ್ಲಿ ಏಕಕಾಲದಲ್ಲಿ ದಾಳಿ ನಡೆಸಿದೆ. ಪಾಕಿಸ್ತಾನ ಸೇನೆ ಮತ್ತು ಬಲೂಚ್ ಉಗ್ರರ ನಡುವೆ ಭಾರಿ ಗುಂಡಿನ ಚಕಮಕಿ ನಡೆಯುತ್ತಿದೆ. ಈ ದಾಳಿಯಲ್ಲಿ ಹಲವು ಸೈನಿಕರು ಮೃತಪಟ್ಟಿದ್ದಾರೆ ಎನ್ನಲಾಗಿದೆ. 10 ನಗರಗಳಲ್ಲಿ ಪಾಕಿಸ್ತಾನ ಸರ್ಕಾರದ ನಿಯಂತ್ರಣ ತಪ್ಪಿದೆ ಎಂದು ವರದಿಯಾಗಿದೆ. ಮಸ್ತುಂಗ್, ದಲ್ಬಂದಿನ್, ಕಲಾತ್, ಖರಾನ್, ಗ್ವಾದರ್, ಪಸ್ನಿ, ಟಂಪ್ ಮತ್ತು ಬುಲೆದಾ ನಗರಗಳು ದಾಳಿಗೆ ತುತ್ತಾಗಿವೆ. — [376, 1263, 516, 1315]
eci-col2b: ನೇತೃತ್ವ ವಹಿಸಲಿದ್ದಾರೆ. ಚುನಾವಣಾ ಆಯೋಗದ ತಂಡವು ರಾಜ್ಯಗಳಿಗೆ ಭೇಟಿ ನೀಡಿದ ನಂತರ ಮತ್ತು ಚುನಾವಣಾ ಸಿದ್ಧತೆಯನ್ನು ಪರಿಶೀಲಿಸಿದ ನಂತರ ಚುನಾವಣೆ ವೇಳಾಪಟ್ಟಿಯನ್ನು ಘೋಷಿಸುವ ನಿರೀಕ್ಷೆಯಿದೆ. ಮಾರ್ಚ್ ನಲ್ಲಿ ಈ ರಾಜ್ಯಗಳಲ್ಲಿ ವಿಧಾನಸಭಾ ಚುನಾವಣೆಗಳ ವೇಳಾಪಟ್ಟಿ ಘೋಷಿಸುವ ಸಾಧ್ಯತೆ ಇದೆ ಎಂದು ಮೂಲಗಳು ತಿಳಿಸಿವೆ. — [442, 513, 610, 556]
